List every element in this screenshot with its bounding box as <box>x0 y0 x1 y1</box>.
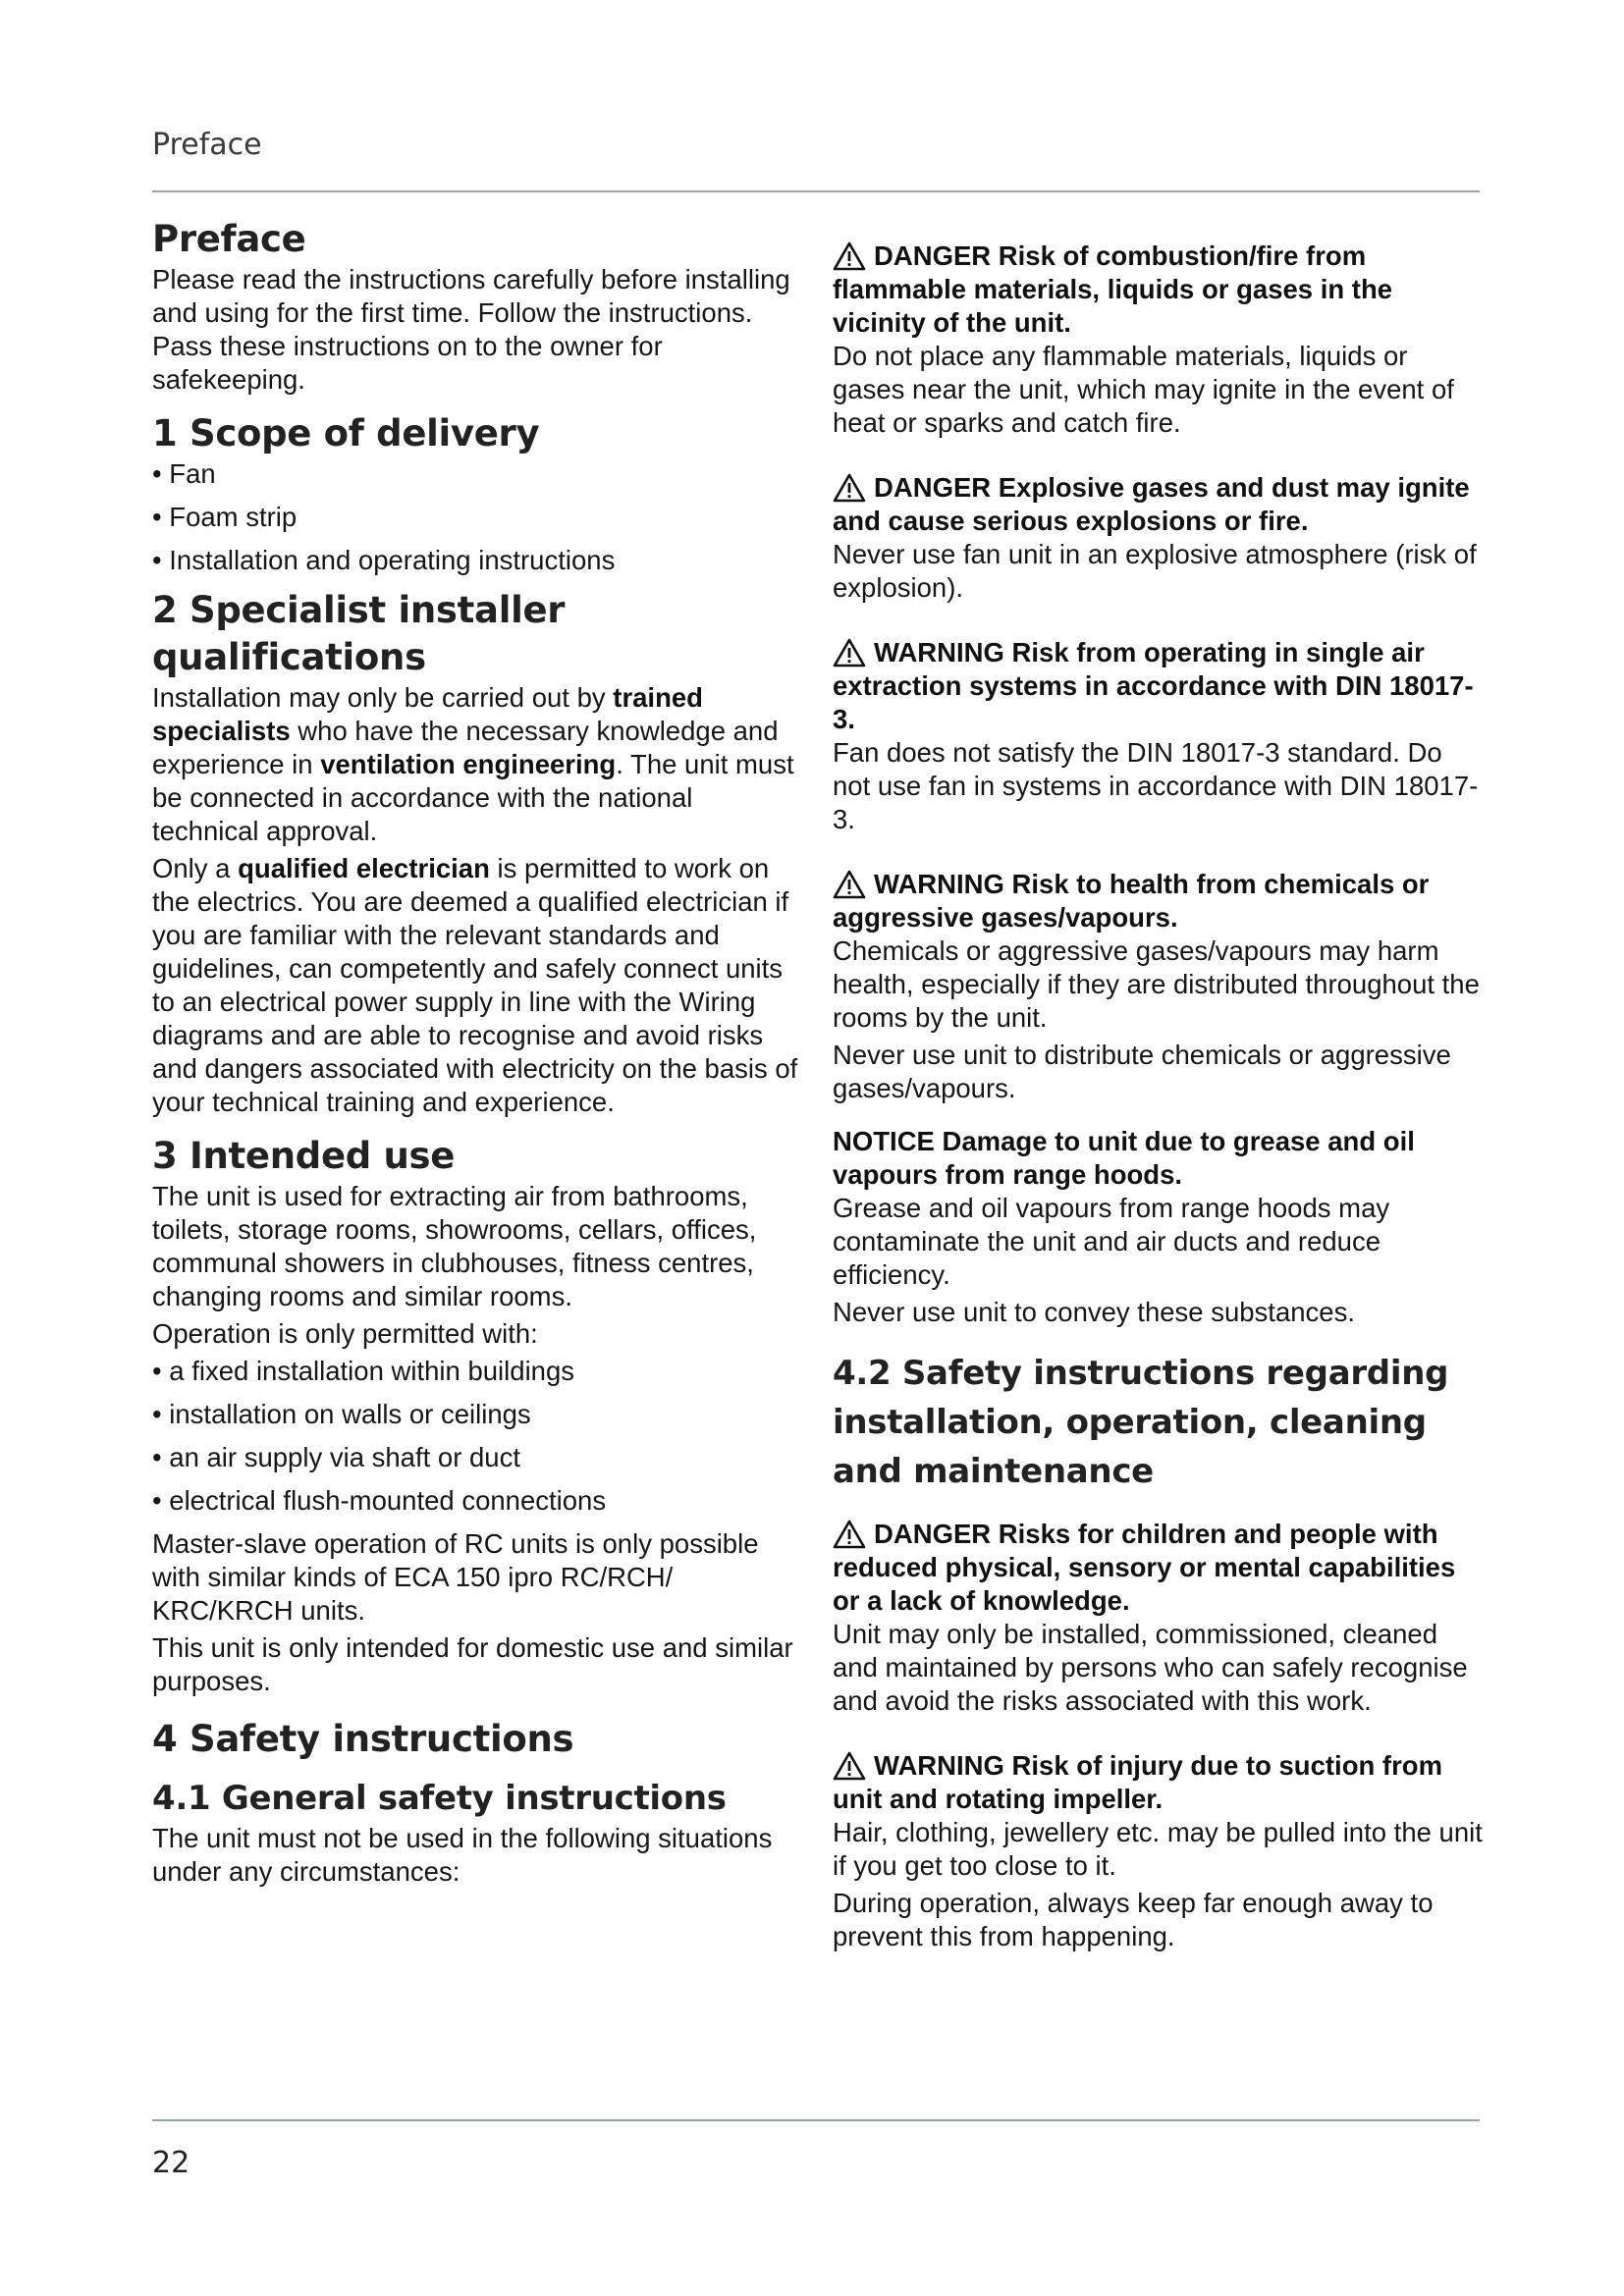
scope-list <box>152 457 800 577</box>
intended-use-paragraph-3: Master-slave operation of RC units is only possible with similar kinds of ECA 150 ipro RC/RCH/ KRC/KRCH units. <box>152 1528 759 1626</box>
list-item: • Installation and operating instructions <box>152 544 800 577</box>
footer-rule <box>152 2119 1480 2121</box>
intended-use-heading: 3 Intended use <box>152 1135 456 1177</box>
warning-chemicals-body-1: Chemicals or aggressive gases/vapours may harm health, especially if they are distributed throughout the rooms by the unit. <box>833 935 1480 1033</box>
list-item: • a fixed installation within buildings <box>152 1355 800 1388</box>
intended-use-paragraph-2: Operation is only permitted with: <box>152 1318 538 1349</box>
page-number: 22 <box>152 2146 190 2180</box>
intended-use-paragraph-1: The unit is used for extracting air from bathrooms, toilets, storage rooms, showrooms, cellars, offices, communal showers in clubhouses, fitness centres, changing rooms and similar rooms. <box>152 1181 757 1311</box>
scope-heading: 1 Scope of delivery <box>152 412 540 454</box>
general-safety-heading: 4.1 General safety instructions <box>152 1779 727 1818</box>
danger-explosion-body: Never use fan unit in an explosive atmosphere (risk of explosion). <box>833 539 1477 603</box>
danger-explosion-title: DANGER Explosive gases and dust may ignite and cause serious explosions or fire. <box>833 472 1470 536</box>
preface-heading: Preface <box>152 218 306 260</box>
warning-suction-body-2: During operation, always keep far enough away to prevent this from happening. <box>833 1888 1434 1951</box>
warning-din-body: Fan does not satisfy the DIN 18017-3 standard. Do not use fan in systems in accordance with DIN 18017-3. <box>833 737 1479 834</box>
danger-children-block <box>833 1518 1483 1718</box>
qualifications-heading: 2 Specialist installer qualifications <box>152 589 566 678</box>
danger-fire-title: DANGER Risk of combustion/fire from flammable materials, liquids or gases in the vicinity of the unit. <box>833 240 1393 338</box>
qualifications-paragraph-2: Only a qualified electrician is permitted to work on the electrics. You are deemed a qualified electrician if you are familiar with the relevant standards and guidelines, can competently and safely connect units to an electrical power supply in line with the Wiring diagrams and are able to recognise and avoid risks and dangers associated with electricity on the basis of your technical training and experience. <box>152 853 798 1117</box>
list-item: • Foam strip <box>152 501 800 534</box>
warning-suction-title: WARNING Risk of injury due to suction from unit and rotating impeller. <box>833 1750 1443 1814</box>
intended-use-list <box>152 1355 800 1518</box>
danger-explosion-block <box>833 471 1483 605</box>
right-column <box>833 216 1483 1985</box>
safety-heading: 4 Safety instructions <box>152 1718 574 1760</box>
danger-children-body: Unit may only be installed, commissioned, cleaned and maintained by persons who can safely recognise and avoid the risks associated with this work. <box>833 1619 1468 1716</box>
general-safety-text: The unit must not be used in the following situations under any circumstances: <box>152 1823 773 1887</box>
warning-triangle-icon <box>833 473 866 503</box>
qualifications-paragraph-1: Installation may only be carried out by trained specialists who have the necessary knowledge and experience in ventilation engineering. The unit must be connected in accordance with the national technical approval. <box>152 682 794 846</box>
warning-din-block <box>833 636 1483 836</box>
preface-text: Please read the instructions carefully before installing and using for the first time. Follow the instructions. Pass these instructions on to the owner for safekeeping. <box>152 264 790 395</box>
warning-chemicals-body-2: Never use unit to distribute chemicals or aggressive gases/vapours. <box>833 1040 1451 1103</box>
notice-body-2: Never use unit to convey these substances. <box>833 1297 1355 1327</box>
notice-body-1: Grease and oil vapours from range hoods may contaminate the unit and air ducts and reduce efficiency. <box>833 1193 1390 1290</box>
list-item: • installation on walls or ceilings <box>152 1398 800 1431</box>
left-column <box>152 216 800 1893</box>
warning-suction-block <box>833 1749 1483 1953</box>
warning-triangle-icon <box>833 870 866 899</box>
notice-title: NOTICE Damage to unit due to grease and oil vapours from range hoods. <box>833 1126 1415 1190</box>
warning-triangle-icon <box>833 638 866 667</box>
warning-suction-body-1: Hair, clothing, jewellery etc. may be pulled into the unit if you get too close to it. <box>833 1817 1483 1881</box>
danger-fire-block <box>833 240 1483 440</box>
warning-triangle-icon <box>833 241 866 271</box>
danger-children-title: DANGER Risks for children and people with reduced physical, sensory or mental capabilities or a lack of knowledge. <box>833 1519 1456 1616</box>
danger-fire-body: Do not place any flammable materials, liquids or gases near the unit, which may ignite in the event of heat or sparks and catch fire. <box>833 341 1454 438</box>
warning-chemicals-title: WARNING Risk to health from chemicals or aggressive gases/vapours. <box>833 869 1430 933</box>
warning-triangle-icon <box>833 1520 866 1549</box>
header-rule <box>152 190 1480 192</box>
warning-din-title: WARNING Risk from operating in single air extraction systems in accordance with DIN 18017-3. <box>833 637 1474 734</box>
section-4-2-heading: 4.2 Safety instructions regarding installation, operation, cleaning and maintenance <box>833 1354 1449 1491</box>
list-item: • Fan <box>152 457 800 491</box>
warning-chemicals-block <box>833 868 1483 1105</box>
warning-triangle-icon <box>833 1751 866 1781</box>
notice-block <box>833 1125 1483 1329</box>
list-item: • an air supply via shaft or duct <box>152 1441 800 1474</box>
intended-use-paragraph-4: This unit is only intended for domestic use and similar purposes. <box>152 1632 793 1696</box>
list-item: • electrical flush-mounted connections <box>152 1484 800 1518</box>
running-header: Preface <box>152 128 262 162</box>
